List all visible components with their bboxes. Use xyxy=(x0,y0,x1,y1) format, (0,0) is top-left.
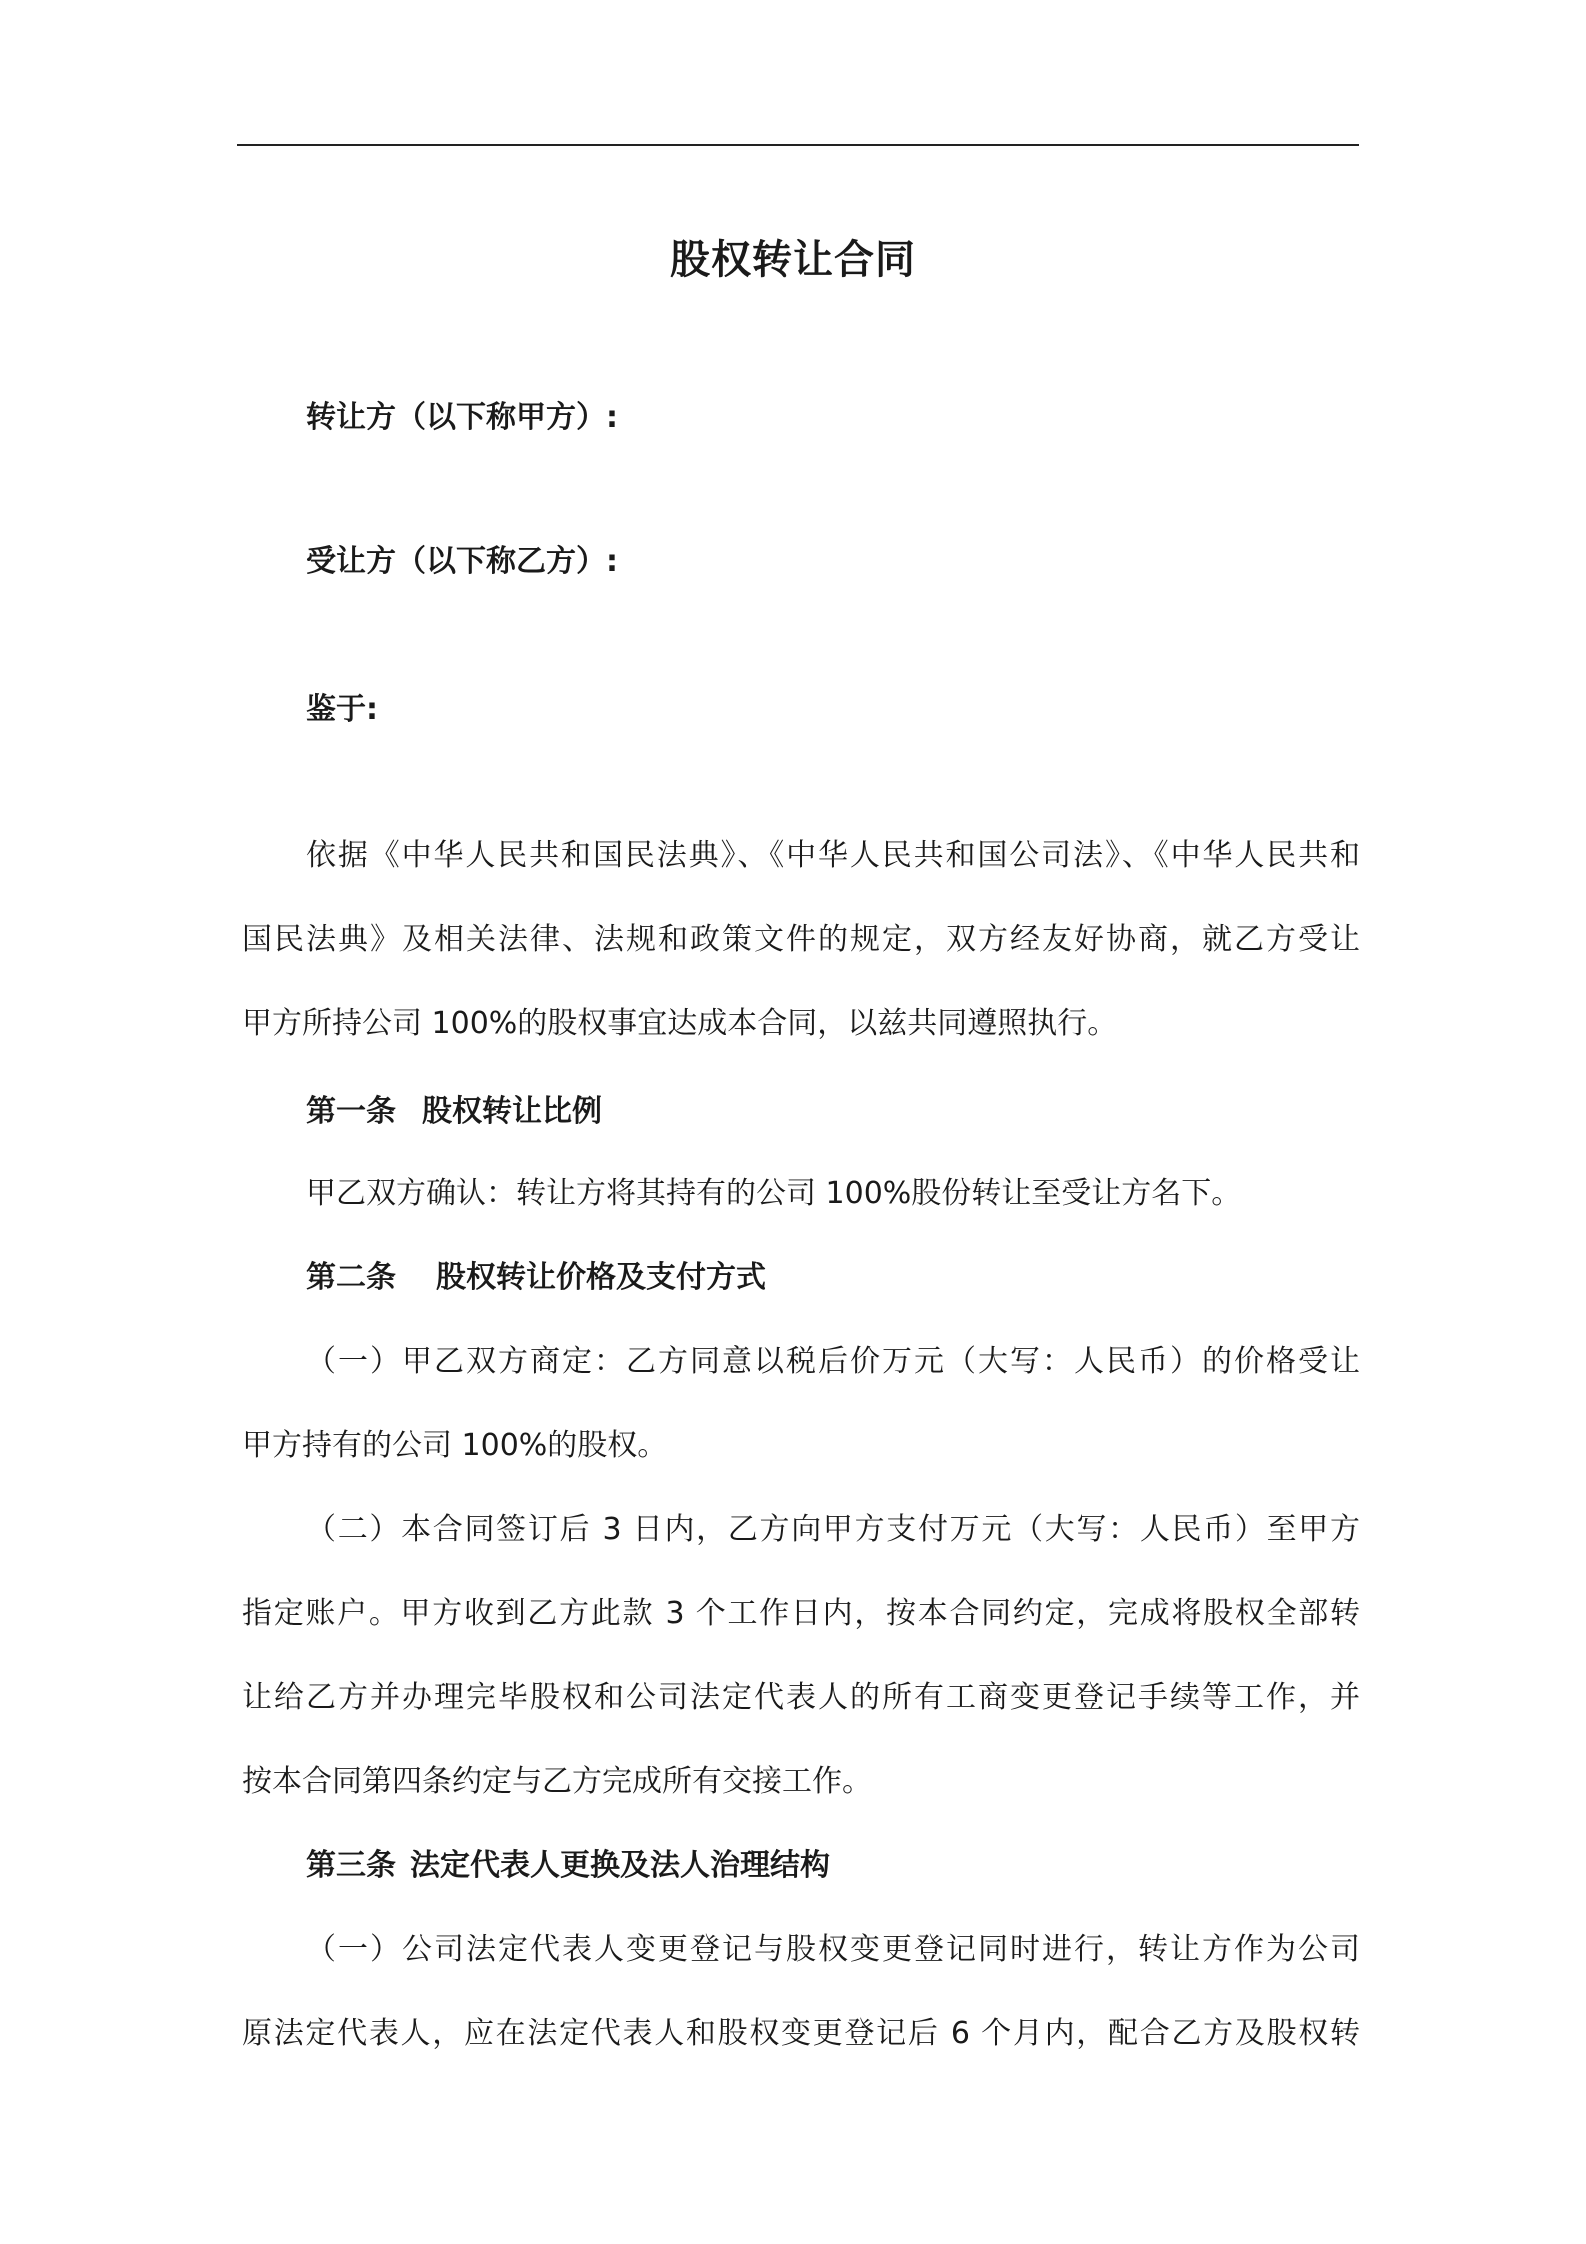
article-1-number: 第一条 xyxy=(306,1094,396,1129)
article-2-number: 第二条 xyxy=(306,1260,396,1295)
preamble-line: 依据《中华人民共和国民法典》、《中华人民共和国公司法》、《中华人民共和 xyxy=(306,838,1360,873)
article-1-text: 甲乙双方确认：转让方将其持有的公司 100%股份转让至受让方名下。 xyxy=(306,1176,1242,1211)
article-3-heading xyxy=(306,1842,830,1890)
transferor-label: 转让方（以下称甲方）: xyxy=(306,400,618,435)
article-1-heading xyxy=(306,1088,602,1136)
whereas-label: 鉴于: xyxy=(306,692,378,727)
article-2-clause-1-line: 甲方持有的公司 100%的股权。 xyxy=(242,1428,668,1463)
header-rule xyxy=(237,144,1359,146)
transferee-label: 受让方（以下称乙方）: xyxy=(306,544,618,579)
article-2-clause-1-line: （一）甲乙双方商定：乙方同意以税后价万元（大写：人民币）的价格受让 xyxy=(306,1344,1360,1379)
article-3-clause-1-line: （一）公司法定代表人变更登记与股权变更登记同时进行，转让方作为公司 xyxy=(306,1932,1360,1967)
article-2-clause-2-line: 指定账户。甲方收到乙方此款 3 个工作日内，按本合同约定，完成将股权全部转 xyxy=(242,1596,1360,1631)
article-3-number: 第三条 xyxy=(306,1848,396,1883)
article-2-clause-2-line: （二）本合同签订后 3 日内，乙方向甲方支付万元（大写：人民币）至甲方 xyxy=(306,1512,1360,1547)
article-2-title: 股权转让价格及支付方式 xyxy=(436,1260,766,1295)
article-2-clause-2-line: 让给乙方并办理完毕股权和公司法定代表人的所有工商变更登记手续等工作，并 xyxy=(242,1680,1360,1715)
article-2-heading xyxy=(306,1254,766,1302)
article-3-clause-1-line: 原法定代表人，应在法定代表人和股权变更登记后 6 个月内，配合乙方及股权转 xyxy=(242,2016,1360,2051)
article-3-title: 法定代表人更换及法人治理结构 xyxy=(410,1848,830,1883)
article-2-clause-2-line: 按本合同第四条约定与乙方完成所有交接工作。 xyxy=(242,1764,872,1799)
preamble-line: 甲方所持公司 100%的股权事宜达成本合同，以兹共同遵照执行。 xyxy=(242,1006,1118,1041)
document-title: 股权转让合同 xyxy=(670,237,916,283)
preamble-line: 国民法典》及相关法律、法规和政策文件的规定，双方经友好协商，就乙方受让 xyxy=(242,922,1360,957)
article-1-title: 股权转让比例 xyxy=(422,1094,602,1129)
